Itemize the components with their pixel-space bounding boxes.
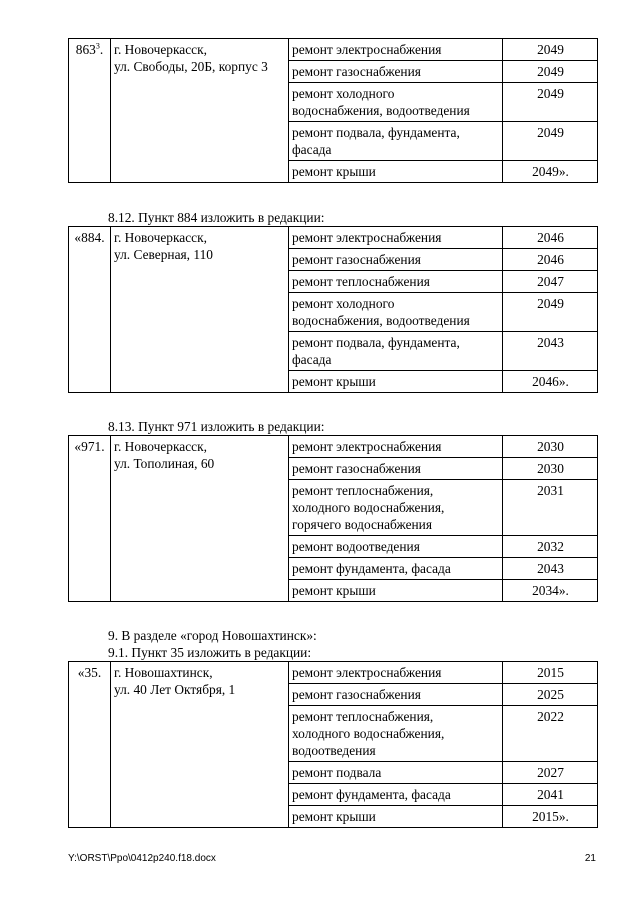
work-type: ремонт теплоснабжения, холодного водоснабжения, водоотведения [289, 706, 503, 762]
work-year: 2041 [503, 784, 598, 806]
work-year: 2049 [503, 39, 598, 61]
paragraph-9: 9. В разделе «город Новошахтинск»: [108, 628, 317, 643]
work-type: ремонт крыши [289, 806, 503, 828]
work-year: 2015». [503, 806, 598, 828]
work-type: ремонт подвала [289, 762, 503, 784]
work-year: 2022 [503, 706, 598, 762]
work-year: 2043 [503, 558, 598, 580]
item-address: г. Новочеркасск, ул. Тополиная, 60 [111, 436, 289, 602]
work-year: 2030 [503, 436, 598, 458]
work-year: 2032 [503, 536, 598, 558]
table-item-884 [68, 226, 598, 393]
item-address: г. Новочеркасск, ул. Северная, 110 [111, 227, 289, 393]
work-year: 2025 [503, 684, 598, 706]
footer-file-path: Y:\ORST\Ppo\0412p240.f18.docx [68, 853, 216, 864]
work-year: 2030 [503, 458, 598, 480]
work-type: ремонт холодного водоснабжения, водоотведения [289, 293, 503, 332]
work-type: ремонт электроснабжения [289, 662, 503, 684]
work-type: ремонт газоснабжения [289, 458, 503, 480]
work-type: ремонт фундамента, фасада [289, 558, 503, 580]
table-row [69, 662, 598, 684]
work-year: 2049 [503, 293, 598, 332]
work-type: ремонт газоснабжения [289, 61, 503, 83]
table-row [69, 227, 598, 249]
work-type: ремонт подвала, фундамента, фасада [289, 332, 503, 371]
item-number: «884. [69, 227, 111, 393]
item-address: г. Новочеркасск, ул. Свободы, 20Б, корпус 3 [111, 39, 289, 183]
footer-page-number: 21 [584, 853, 596, 864]
work-type: ремонт газоснабжения [289, 684, 503, 706]
work-type: ремонт теплоснабжения [289, 271, 503, 293]
paragraph-9-1: 9.1. Пункт 35 изложить в редакции: [108, 645, 312, 660]
work-type: ремонт крыши [289, 161, 503, 183]
item-number: $863^3$. [69, 39, 111, 183]
paragraph-8-12: 8.12. Пункт 884 изложить в редакции: [108, 210, 325, 225]
work-type: ремонт электроснабжения [289, 436, 503, 458]
work-type: ремонт газоснабжения [289, 249, 503, 271]
table-item-971 [68, 435, 598, 602]
work-type: ремонт крыши [289, 371, 503, 393]
work-year: 2049 [503, 61, 598, 83]
work-year: 2027 [503, 762, 598, 784]
table-item-863 [68, 38, 598, 183]
work-year: 2047 [503, 271, 598, 293]
work-type: ремонт подвала, фундамента, фасада [289, 122, 503, 161]
item-number: «971. [69, 436, 111, 602]
work-year: 2043 [503, 332, 598, 371]
work-type: ремонт крыши [289, 580, 503, 602]
work-year: 2031 [503, 480, 598, 536]
table-row [69, 436, 598, 458]
work-type: ремонт электроснабжения [289, 39, 503, 61]
work-year: 2049». [503, 161, 598, 183]
work-year: 2015 [503, 662, 598, 684]
paragraph-8-13: 8.13. Пункт 971 изложить в редакции: [108, 419, 325, 434]
table-item-35 [68, 661, 598, 828]
item-number: «35. [69, 662, 111, 828]
work-type: ремонт электроснабжения [289, 227, 503, 249]
work-type: ремонт водоотведения [289, 536, 503, 558]
work-year: 2046». [503, 371, 598, 393]
work-year: 2046 [503, 249, 598, 271]
work-year: 2034». [503, 580, 598, 602]
work-type: ремонт холодного водоснабжения, водоотведения [289, 83, 503, 122]
work-type: ремонт теплоснабжения, холодного водоснабжения, горячего водоснабжения [289, 480, 503, 536]
work-year: 2049 [503, 83, 598, 122]
work-year: 2046 [503, 227, 598, 249]
work-type: ремонт фундамента, фасада [289, 784, 503, 806]
work-year: 2049 [503, 122, 598, 161]
item-address: г. Новошахтинск, ул. 40 Лет Октября, 1 [111, 662, 289, 828]
table-row [69, 39, 598, 61]
